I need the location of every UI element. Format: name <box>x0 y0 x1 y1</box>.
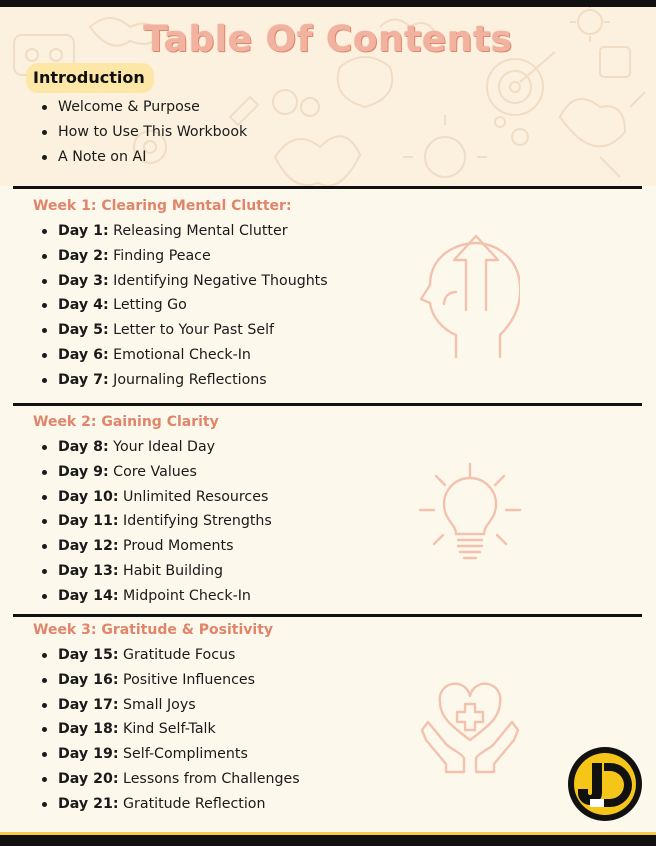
list-item: Day 8: Your Ideal Day <box>40 435 272 460</box>
list-item: Day 1: Releasing Mental Clutter <box>40 219 328 244</box>
week-2-heading: Week 2: Gaining Clarity <box>33 414 219 430</box>
list-item: Day 6: Emotional Check-In <box>40 343 328 368</box>
list-item: Day 11: Identifying Strengths <box>40 509 272 534</box>
list-item: Day 16: Positive Influences <box>40 668 300 693</box>
week-1-heading: Week 1: Clearing Mental Clutter: <box>33 198 292 214</box>
list-item: Day 2: Finding Peace <box>40 244 328 269</box>
top-border <box>0 0 656 7</box>
header-section <box>0 7 656 186</box>
list-item: Day 15: Gratitude Focus <box>40 643 300 668</box>
divider-week-3 <box>13 614 642 617</box>
week-1-list <box>40 219 328 393</box>
bottom-border <box>0 835 656 846</box>
list-item: Day 5: Letter to Your Past Self <box>40 318 328 343</box>
list-item: Day 7: Journaling Reflections <box>40 368 328 393</box>
list-item: Day 19: Self-Compliments <box>40 742 300 767</box>
introduction-list <box>40 95 247 169</box>
heart-hands-icon <box>418 680 522 776</box>
week-3-list <box>40 643 300 817</box>
introduction-heading: Introduction <box>26 63 154 93</box>
list-item: Day 4: Letting Go <box>40 293 328 318</box>
brand-logo <box>568 747 642 821</box>
head-upload-icon <box>416 232 520 362</box>
page-title: Table Of Contents <box>143 19 513 60</box>
list-item: Day 21: Gratitude Reflection <box>40 792 300 817</box>
list-item: Day 14: Midpoint Check-In <box>40 584 272 609</box>
list-item: Day 18: Kind Self-Talk <box>40 717 300 742</box>
week-2-list <box>40 435 272 609</box>
list-item: Day 10: Unlimited Resources <box>40 485 272 510</box>
intro-item-note-on-ai: A Note on AI <box>40 145 247 170</box>
logo-mark <box>574 753 636 815</box>
lightbulb-icon <box>418 460 522 564</box>
list-item: Day 3: Identifying Negative Thoughts <box>40 269 328 294</box>
intro-item-how-to-use: How to Use This Workbook <box>40 120 247 145</box>
list-item: Day 9: Core Values <box>40 460 272 485</box>
list-item: Day 20: Lessons from Challenges <box>40 767 300 792</box>
divider-week-1 <box>13 186 642 189</box>
intro-item-welcome: Welcome & Purpose <box>40 95 247 120</box>
week-3-heading: Week 3: Gratitude & Positivity <box>33 622 274 638</box>
list-item: Day 12: Proud Moments <box>40 534 272 559</box>
list-item: Day 17: Small Joys <box>40 693 300 718</box>
divider-week-2 <box>13 403 642 406</box>
list-item: Day 13: Habit Building <box>40 559 272 584</box>
